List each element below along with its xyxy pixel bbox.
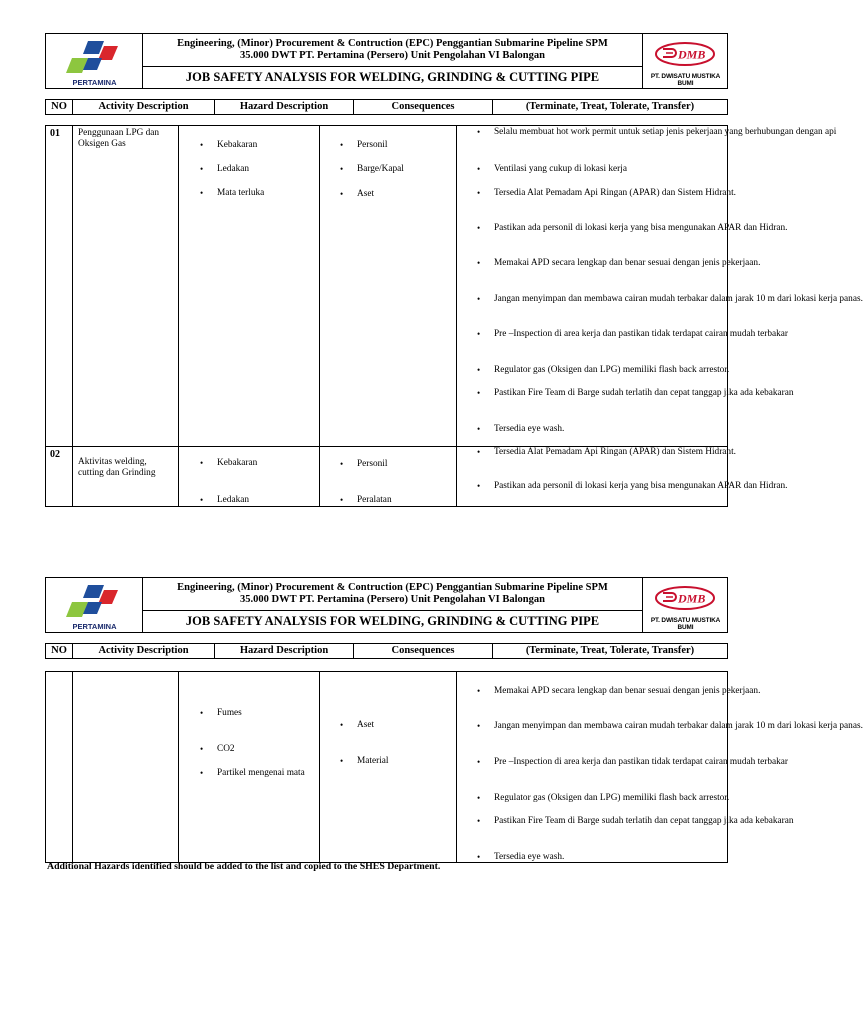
list-item: • Partikel mengenai mata xyxy=(200,768,305,779)
column-hazard: Hazard Description xyxy=(215,100,354,114)
list-item: • Personil xyxy=(340,140,387,151)
list-item: • Ledakan xyxy=(200,164,249,175)
dmb-logo-text: PT. DWISATU MUSTIKA BUMI xyxy=(650,73,721,87)
column-no: NO xyxy=(46,644,73,658)
column-consequences: Consequences xyxy=(354,100,493,114)
list-item: • Kebakaran xyxy=(200,140,257,151)
pertamina-logo-cell xyxy=(46,578,143,632)
list-item: • Tersedia Alat Pemadam Api Ringan (APAR) dan Sistem Hidrant. xyxy=(477,447,717,458)
dmb-logo-icon xyxy=(654,41,716,67)
header-title-cell xyxy=(143,578,643,632)
list-item: • Mata terluka xyxy=(200,188,264,199)
document-header xyxy=(45,577,728,633)
dmb-logo-mark: DMB xyxy=(678,591,706,606)
table-row xyxy=(46,446,788,507)
document-title: JOB SAFETY ANALYSIS FOR WELDING, GRINDING & CUTTING PIPE xyxy=(185,70,600,84)
pertamina-logo-cell xyxy=(46,34,143,88)
list-item: • Material xyxy=(340,756,389,767)
jsa-table-body xyxy=(45,671,863,863)
list-item: • Barge/Kapal xyxy=(340,164,404,175)
list-item: • Pastikan ada personil di lokasi kerja yang bisa mengunakan APAR dan Hidran. xyxy=(477,481,717,492)
list-item: • Aset xyxy=(340,189,374,200)
list-item: • Pre –Inspection di area kerja dan pastikan tidak terdapat cairan mudah terbakar xyxy=(477,329,717,340)
pertamina-logo-text: PERTAMINA xyxy=(72,78,117,87)
jsa-page-1 xyxy=(45,33,863,507)
list-item: • Tersedia eye wash. xyxy=(477,424,717,435)
jsa-page-2 xyxy=(45,577,863,863)
list-item: • Jangan menyimpan dan membawa cairan mudah terbakar dalam jarak 10 m dari lokasi kerja panas. xyxy=(477,721,717,732)
dmb-logo-cell xyxy=(643,34,728,88)
activity-description: Aktivitas welding, cutting dan Grinding xyxy=(78,457,156,478)
list-item: • Memakai APD secara lengkap dan benar sesuai dengan jenis pekerjaan. xyxy=(477,686,717,697)
document-header xyxy=(45,33,728,89)
list-item: • Aset xyxy=(340,720,374,731)
list-item: • Pastikan Fire Team di Barge sudah terlatih dan cepat tanggap jika ada kebakaran xyxy=(477,388,717,399)
list-item: • Pastikan Fire Team di Barge sudah terlatih dan cepat tanggap jika ada kebakaran xyxy=(477,816,717,827)
list-item: • Fumes xyxy=(200,708,242,719)
pertamina-logo-icon xyxy=(66,40,118,74)
dmb-logo-icon xyxy=(654,585,716,611)
footer-note: Additional Hazards identified should be added to the list and copied to the SHES Department. xyxy=(47,861,441,872)
list-item: • Regulator gas (Oksigen dan LPG) memiliki flash back arrestor. xyxy=(477,793,717,804)
project-title: Engineering, (Minor) Procurement & Contruction (EPC) Penggantian Submarine Pipeline SPM 35.000 DWT PT. Pertamina (Persero) Unit Pengolahan VI Balongan xyxy=(143,578,642,611)
document-title: JOB SAFETY ANALYSIS FOR WELDING, GRINDING & CUTTING PIPE xyxy=(185,614,600,628)
project-title: Engineering, (Minor) Procurement & Contruction (EPC) Penggantian Submarine Pipeline SPM 35.000 DWT PT. Pertamina (Persero) Unit Pengolahan VI Balongan xyxy=(143,34,642,67)
list-item: • CO2 xyxy=(200,744,235,755)
list-item: • Personil xyxy=(340,459,387,470)
column-activity: Activity Description xyxy=(73,644,215,658)
column-no: NO xyxy=(46,100,73,114)
dmb-logo-mark: DMB xyxy=(678,47,706,62)
table-row xyxy=(46,672,863,862)
pertamina-logo-icon xyxy=(66,584,118,618)
list-item: • Jangan menyimpan dan membawa cairan mudah terbakar dalam jarak 10 m dari lokasi kerja panas. xyxy=(477,294,717,305)
pertamina-logo-text: PERTAMINA xyxy=(72,622,117,631)
list-item: • Tersedia eye wash. xyxy=(477,852,717,863)
column-controls: (Terminate, Treat, Tolerate, Transfer) xyxy=(525,101,695,112)
list-item: • Memakai APD secara lengkap dan benar sesuai dengan jenis pekerjaan. xyxy=(477,258,717,269)
row-number: 01 xyxy=(50,128,60,139)
list-item: • Pre –Inspection di area kerja dan pastikan tidak terdapat cairan mudah terbakar xyxy=(477,757,717,768)
list-item: • Ledakan xyxy=(200,495,249,506)
column-hazard: Hazard Description xyxy=(215,644,354,658)
column-controls: (Terminate, Treat, Tolerate, Transfer) xyxy=(525,645,695,656)
list-item: • Ventilasi yang cukup di lokasi kerja xyxy=(477,164,717,175)
list-item: • Pastikan ada personil di lokasi kerja yang bisa mengunakan APAR dan Hidran. xyxy=(477,223,717,234)
list-item: • Peralatan xyxy=(340,495,392,506)
row-number: 02 xyxy=(50,449,60,460)
list-item: • Regulator gas (Oksigen dan LPG) memiliki flash back arrestor. xyxy=(477,365,717,376)
list-item: • Kebakaran xyxy=(200,458,257,469)
list-item: • Tersedia Alat Pemadam Api Ringan (APAR) dan Sistem Hidrant. xyxy=(477,188,717,199)
column-header-row xyxy=(45,643,728,659)
table-row xyxy=(46,126,863,446)
column-consequences: Consequences xyxy=(354,644,493,658)
list-item: • Selalu membuat hot work permit untuk setiap jenis pekerjaan yang berhubungan dengan api xyxy=(477,127,717,138)
activity-description: Penggunaan LPG dan Oksigen Gas xyxy=(78,128,160,149)
jsa-table-body xyxy=(45,125,863,507)
header-title-cell xyxy=(143,34,643,88)
dmb-logo-cell xyxy=(643,578,728,632)
column-activity: Activity Description xyxy=(73,100,215,114)
column-header-row xyxy=(45,99,728,115)
dmb-logo-text: PT. DWISATU MUSTIKA BUMI xyxy=(650,617,721,631)
